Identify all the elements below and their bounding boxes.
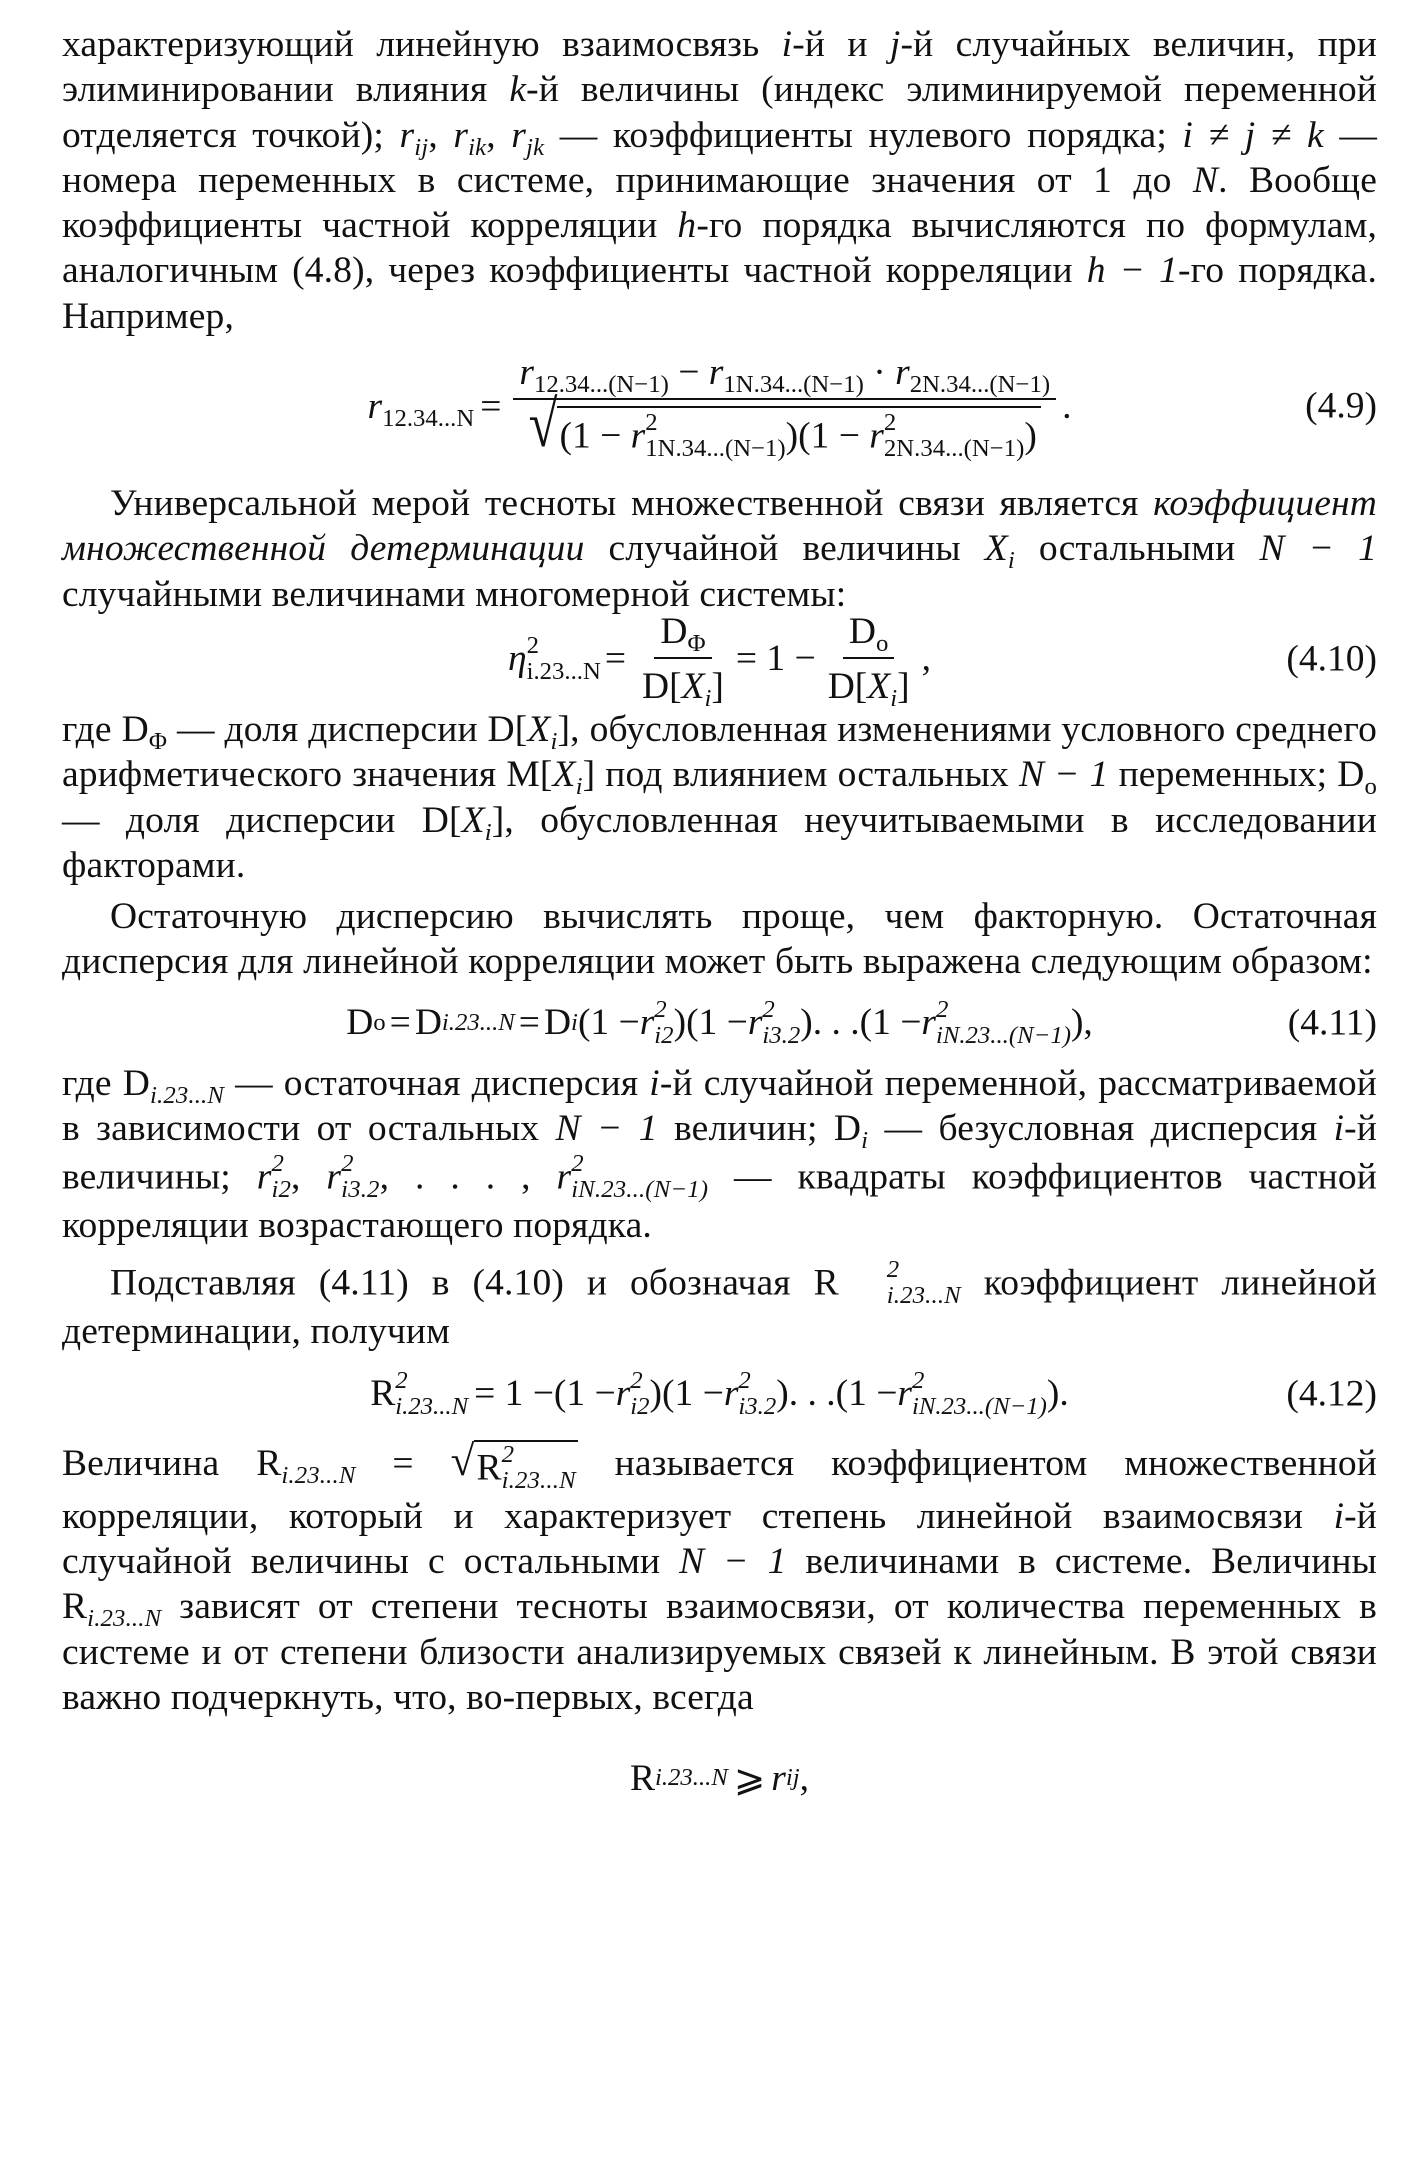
sup-sub [271, 1151, 291, 1203]
fraction-numerator: $r_{12.34...(N-1)} - r_{1N.34...(N-1)} \cdot r_{2N.34...(N-1)}$ [513, 351, 1056, 400]
text: ) [1024, 414, 1037, 456]
math-sub: 1N.34...(N−1) [645, 434, 786, 462]
math-sub: i.23...N [87, 1605, 162, 1633]
math-sup: 2 [883, 408, 897, 436]
math-var: D [346, 1002, 374, 1044]
math-sub: i [575, 773, 583, 801]
math-expr: N − 1 [679, 1541, 787, 1583]
math-var: r [511, 114, 527, 156]
sup-sub [630, 1368, 649, 1420]
sup-sub [884, 410, 1024, 462]
period: . [1062, 385, 1072, 427]
sup-sub [645, 410, 785, 462]
text: Универсальной мерой тесноты множественной связи является [110, 483, 1154, 525]
math-sup: 2 [501, 1440, 515, 1468]
math-sup: 2 [271, 1150, 285, 1178]
text: — доля дисперсии [62, 799, 422, 841]
text: = 1 − [474, 1373, 554, 1415]
math-var: j [889, 24, 901, 65]
math-var: h [677, 205, 697, 247]
sup-sub [936, 997, 1071, 1049]
text: остальными [1014, 528, 1260, 570]
math-var: D [1337, 754, 1365, 796]
math-var: i [781, 24, 793, 65]
text: D[ [642, 665, 682, 707]
math-sub: i.23...N [149, 1081, 225, 1109]
text: (1 − [577, 1002, 640, 1044]
math-var: r [256, 1156, 272, 1198]
math-var: r [747, 1002, 763, 1044]
math-sub: i2 [630, 1392, 650, 1420]
math-var: D [121, 708, 149, 750]
radical-sign: √ [528, 387, 558, 461]
text: ) [800, 1002, 813, 1044]
paragraph-substitute [62, 1257, 1377, 1354]
math-sub: 2N.34...(N−1) [909, 370, 1051, 398]
paragraph-value [62, 1437, 1377, 1720]
math-var: η [508, 638, 527, 680]
fraction [636, 610, 730, 712]
equation-number: (4.10) [1286, 638, 1377, 680]
text: переменных; [1108, 754, 1338, 796]
math-sub: i2 [271, 1176, 292, 1204]
math-sup: 2 [935, 995, 949, 1023]
text: где [62, 708, 122, 750]
fraction-numerator [843, 610, 894, 659]
text: = 1 − [735, 638, 816, 680]
math-var: D [660, 610, 688, 652]
math-var: X [984, 528, 1008, 570]
equals-sign: = [518, 1002, 540, 1044]
paragraph-residual: Остаточную дисперсию вычислять проще, чем факторную. Остаточная дисперсия для линейной корреляции может быть выражена следующим образом: [62, 896, 1377, 983]
equation-number: (4.11) [1287, 1002, 1377, 1044]
equation-number: (4.9) [1305, 385, 1377, 427]
text: , [428, 114, 454, 156]
math-var: r [367, 385, 383, 427]
math-sub: iN.23...(N−1) [911, 1392, 1047, 1420]
equation-4-12 [62, 1354, 1377, 1434]
text: ] [491, 799, 505, 841]
math-var: R [370, 1373, 396, 1415]
text: , [486, 114, 512, 156]
math-sub: 2N.34...(N−1) [883, 434, 1025, 462]
radical-sign: √ [450, 1437, 475, 1485]
math-var: R [476, 1447, 502, 1489]
math-var: r [556, 1156, 572, 1198]
equation-number: (4.12) [1286, 1373, 1377, 1415]
text: — коэффициенты нулевого порядка; [544, 114, 1183, 156]
sup-sub [341, 1151, 379, 1203]
math-expr: N − 1 [1259, 528, 1377, 570]
math-sub: o [876, 629, 889, 657]
math-sup: 2 [911, 1366, 925, 1394]
math-var: r [639, 1002, 655, 1044]
fraction [513, 351, 1056, 462]
sup-sub [839, 1257, 961, 1309]
text: -й случайной величины с остальными [62, 1495, 1377, 1583]
math-sub: i.23...N [501, 1466, 576, 1494]
math-sub: ik [468, 133, 487, 161]
equals-sign: = [355, 1442, 451, 1484]
math-sub: i.23...N [526, 657, 601, 685]
math-sup: 2 [654, 995, 667, 1023]
term-emphasis: коэффициент множественной детерминации [62, 483, 1377, 570]
paragraph-intro [62, 22, 1377, 339]
math-sub: 12.34...(N−1) [533, 370, 669, 398]
text: ). [1046, 1373, 1069, 1415]
text: (1 − [859, 1002, 922, 1044]
sup-sub [654, 997, 673, 1049]
text: (1 − [662, 1373, 724, 1415]
text: (1 − [798, 414, 870, 456]
text: , обусловленная неучитываемыми в исследовании факторами. [62, 799, 1377, 886]
fraction-denominator [523, 387, 1047, 462]
text: -й случайной переменной, рассматриваемой в зависимости от остальных [62, 1062, 1377, 1150]
math-sub: i3.2 [762, 1021, 801, 1049]
fraction-denominator [636, 659, 730, 712]
math-var: r [453, 114, 469, 156]
ellipsis: . . . [788, 1373, 836, 1415]
math-sub: i [1007, 547, 1015, 575]
equation-inequality: R i.23...N ⩾ r ij , [629, 1757, 810, 1800]
text: . Вообще коэффициенты частной корреляции [62, 159, 1377, 247]
text: -й случайных величин, при элиминировании влияния [62, 24, 1377, 111]
math-sup: 2 [762, 995, 775, 1023]
text: Величина [62, 1442, 257, 1484]
math-sub: i2 [654, 1021, 674, 1049]
math-sup: 2 [645, 408, 658, 436]
math-var: i [1333, 1108, 1345, 1150]
math-var: D [848, 610, 877, 652]
sup-sub [762, 997, 800, 1049]
text: — номера переменных в системе, принимающие значения от 1 до [62, 114, 1377, 201]
text: -го порядка вычисляются по формулам, аналогичным (4.8), через коэффициенты частной корреляции [62, 205, 1377, 292]
sup-sub [738, 1368, 776, 1420]
text: величин; [657, 1108, 834, 1150]
math-sub: 1N.34...(N−1) [723, 370, 864, 398]
fraction-numerator [654, 610, 711, 659]
math-sup: 2 [526, 631, 539, 659]
text: — доля дисперсии [167, 708, 488, 750]
text: коэффициент линейной детерминации, получим [62, 1261, 1377, 1352]
paragraph-where-1 [62, 707, 1377, 888]
equals-sign: = [480, 385, 502, 427]
comma: , [799, 1757, 810, 1799]
minus-sign: − [668, 351, 709, 393]
math-var: D [414, 1002, 442, 1044]
math-var: r [723, 1373, 739, 1415]
math-var: r [897, 1373, 912, 1415]
math-var: R [256, 1442, 282, 1484]
math-expr: i ≠ j ≠ k [1182, 114, 1324, 156]
text: называется коэффициентом множественной корреляции, который и характеризует степень линейной взаимосвязи [62, 1442, 1377, 1537]
math-expr: N − 1 [1018, 754, 1109, 796]
math-var: X [867, 665, 891, 707]
math-sub: i3.2 [341, 1176, 380, 1204]
text: величинами в системе. Величины [786, 1541, 1377, 1583]
math-var: D [543, 1002, 572, 1044]
paragraph-where-2: где $D_{i.23...N}$ — остаточная дисперсия i-й случайной переменной, рассматриваемой в зависимости от остальных N − 1 величин; $D_i$ — безусловная дисперсия i-й величины; r 2 i2 , r 2 i3.2 , . . . , r 2 iN.23...(N−1) — квадраты коэффициентов частной корреляции возрастающего порядка. [62, 1062, 1377, 1247]
math-sub: iN.23...(N−1) [571, 1176, 709, 1204]
math-var: X [552, 754, 576, 796]
geq-sign: ⩾ [733, 1758, 766, 1800]
square-root [450, 1437, 578, 1494]
text: зависят от степени тесноты взаимосвязи, от количества переменных в системе и от степени близости анализируемых связей к линейным. В этой связи важно подчеркнуть, что, во-первых, всегда [62, 1586, 1377, 1719]
equation-4-9 [62, 341, 1377, 471]
ellipsis: , . . . , [379, 1156, 557, 1198]
text: ) [649, 1373, 663, 1415]
math-var: X [527, 708, 551, 750]
text: D[ [827, 665, 868, 707]
text: (1 − [686, 1002, 748, 1044]
math-expr: N − 1 [555, 1108, 658, 1150]
text: характеризующий линейную взаимосвязь [62, 24, 782, 65]
math-sub: Φ [687, 629, 706, 657]
math-sub: i [890, 684, 898, 712]
fraction [822, 610, 916, 712]
fraction-denominator [822, 659, 916, 712]
text: -й величины; [62, 1108, 1377, 1198]
text: ), [1070, 1002, 1093, 1044]
text: — квадраты коэффициентов частной корреляции возрастающего порядка. [62, 1156, 1377, 1247]
math-var: r [921, 1002, 936, 1044]
math-sub: o [1364, 773, 1377, 801]
equals-sign: = [604, 638, 627, 680]
radicand [474, 1440, 577, 1494]
text: -го порядка. Например, [62, 250, 1377, 337]
math-sup: 2 [630, 1366, 643, 1394]
sup-sub [502, 1442, 576, 1494]
text: — безусловная дисперсия [868, 1108, 1334, 1150]
equation-4-10 [62, 609, 1377, 712]
math-var: R [813, 1261, 839, 1303]
equation-4-11: D o = D i.23...N = D i (1 − r 2 i2 ) (1 − r 2 i3.2 ) . . . (1 − r 2 iN.23...(N−1) ), (4.11) [346, 995, 1377, 1049]
ellipsis: . . . [812, 1002, 860, 1044]
math-var: r [771, 1757, 786, 1799]
text: — остаточная дисперсия [224, 1062, 650, 1104]
text: случайными величинами многомерной системы: [62, 573, 847, 615]
sup-sub [395, 1368, 468, 1420]
math-sub: i [861, 1126, 869, 1154]
text: ] [582, 754, 596, 796]
text: ] [557, 708, 571, 750]
math-sup: 2 [886, 1255, 900, 1283]
text: (1 − [559, 414, 631, 456]
math-sub: Φ [148, 727, 168, 755]
text: ) [776, 1373, 789, 1415]
text: , обусловленная изменениями условного среднего арифметического значения [62, 708, 1377, 796]
math-sub: i.23...N [395, 1392, 469, 1420]
math-var: N [1192, 159, 1219, 201]
text: -й величины (индекс элиминируемой переменной отделяется точкой); [62, 69, 1377, 156]
math-sub: ij [414, 133, 429, 161]
text: M[ [506, 754, 553, 796]
math-expr: h − 1 [1086, 250, 1179, 292]
math-var: r [326, 1156, 342, 1198]
equals-sign: = [389, 1002, 411, 1044]
sup-sub [527, 633, 601, 685]
square-root [528, 387, 1041, 462]
paragraph-determination [62, 481, 1377, 617]
math-sub: jk [526, 133, 545, 161]
text: ] [711, 665, 724, 707]
text: где [62, 1062, 123, 1104]
math-sub: i.23...N [281, 1461, 356, 1489]
math-sup: 2 [395, 1366, 408, 1394]
radicand: (1 − r 2 1N.34...(N−1) )(1 − r 2 2N.34...(N−1) ) [557, 406, 1040, 462]
text: D[ [487, 708, 528, 750]
text: (1 − [835, 1373, 898, 1415]
math-var: R [629, 1757, 655, 1799]
math-var: D [833, 1108, 862, 1150]
math-sup: 2 [341, 1150, 354, 1178]
sup-sub [912, 1368, 1047, 1420]
math-sub: i [484, 818, 492, 846]
text: случайной величины [584, 528, 985, 570]
math-sup: 2 [571, 1150, 584, 1178]
math-var: r [399, 114, 415, 156]
math-sub: i [704, 684, 712, 712]
eq-lhs [367, 385, 475, 432]
math-var: D [122, 1062, 150, 1104]
math-var: R [62, 1586, 88, 1628]
math-sub: i [550, 727, 558, 755]
math-var: X [681, 665, 705, 707]
dot-operator: · [863, 351, 896, 393]
math-var: i [1333, 1495, 1345, 1537]
comma: , [921, 638, 931, 680]
text: (1 − [553, 1373, 616, 1415]
text: ) [785, 414, 799, 456]
math-var: r [615, 1373, 631, 1415]
text: D[ [421, 799, 462, 841]
math-sup: 2 [738, 1366, 751, 1394]
math-sub: i.23...N [886, 1281, 961, 1309]
document-page [62, 22, 1377, 1828]
math-var: k [509, 69, 527, 111]
text: -й и [792, 24, 890, 65]
math-var: X [461, 799, 485, 841]
text: ] [897, 665, 910, 707]
math-var: i [649, 1062, 660, 1104]
text: под влиянием остальных [595, 754, 1019, 796]
sup-sub [571, 1151, 708, 1203]
math-sub: i3.2 [738, 1392, 777, 1420]
math-sub: iN.23...(N−1) [935, 1021, 1071, 1049]
math-sub: 12.34...N [382, 404, 475, 432]
text: Подставляя (4.11) в (4.10) и обозначая [110, 1261, 814, 1303]
text: ) [673, 1002, 687, 1044]
